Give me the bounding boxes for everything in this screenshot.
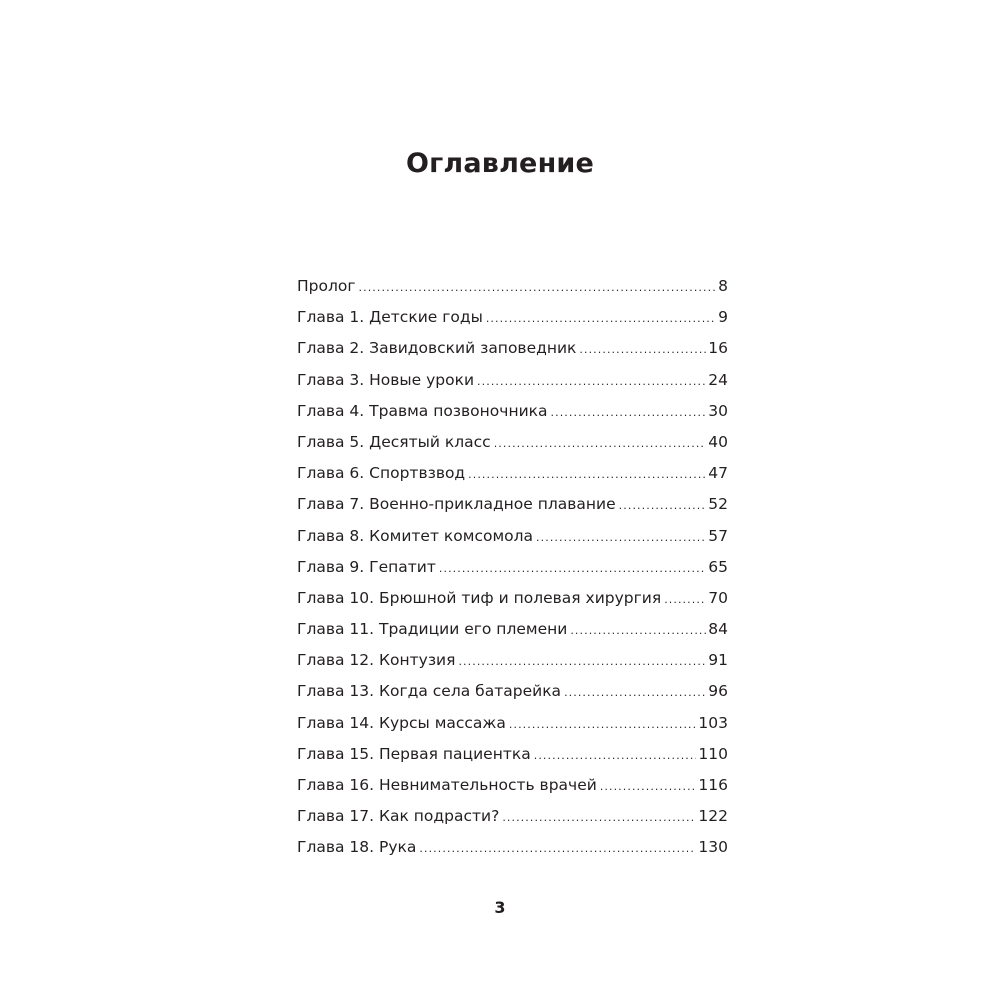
toc-entry[interactable] bbox=[297, 614, 728, 645]
toc-entry-page: 30 bbox=[708, 401, 728, 420]
toc-dot-leader bbox=[536, 521, 706, 553]
toc-dot-leader bbox=[477, 365, 706, 397]
toc-entry-label: Глава 11. Традиции его племени bbox=[297, 620, 568, 639]
toc-dot-leader bbox=[509, 708, 697, 740]
toc-entry-label: Пролог bbox=[297, 277, 356, 295]
toc-entry-label: Глава 2. Завидовский заповедник bbox=[297, 339, 577, 358]
toc-entry-page: 103 bbox=[698, 713, 728, 732]
toc-entry-page: 65 bbox=[708, 557, 728, 576]
toc-entry[interactable] bbox=[297, 832, 728, 863]
toc-entry[interactable] bbox=[297, 521, 728, 552]
toc-entry-label: Глава 8. Комитет комсомола bbox=[297, 526, 534, 545]
toc-entry-label: Глава 9. Гепатит bbox=[297, 557, 436, 576]
toc-entry[interactable] bbox=[297, 708, 728, 739]
toc-dot-leader bbox=[564, 676, 706, 708]
toc-entry-page: 70 bbox=[708, 588, 728, 607]
toc-dot-leader bbox=[600, 770, 697, 802]
toc-entry-label: Глава 15. Первая пациентка bbox=[297, 744, 531, 763]
toc-entry[interactable] bbox=[297, 333, 728, 364]
toc-entry-page: 16 bbox=[708, 339, 728, 358]
toc-entry-label: Глава 17. Как подрасти? bbox=[297, 807, 500, 826]
toc-dot-leader bbox=[419, 832, 696, 864]
toc-dot-leader bbox=[439, 552, 706, 584]
page-number: 3 bbox=[494, 898, 506, 917]
toc-dot-leader bbox=[494, 427, 707, 459]
toc-entry[interactable] bbox=[297, 770, 728, 801]
toc-dot-leader bbox=[458, 645, 706, 677]
toc-dot-leader bbox=[664, 583, 706, 615]
toc-entry[interactable] bbox=[297, 427, 728, 458]
toc-entry-label: Глава 5. Десятый класс bbox=[297, 432, 491, 451]
toc-entry-page: 40 bbox=[708, 432, 728, 451]
toc-entry[interactable] bbox=[297, 458, 728, 489]
table-of-contents bbox=[297, 271, 728, 864]
toc-entry-label: Глава 6. Спортвзвод bbox=[297, 464, 466, 483]
toc-entry-page: 96 bbox=[708, 682, 728, 701]
toc-dot-leader bbox=[502, 801, 696, 833]
toc-entry[interactable] bbox=[297, 396, 728, 427]
toc-entry-label: Глава 10. Брюшной тиф и полевая хирургия bbox=[297, 588, 662, 607]
toc-entry-page: 57 bbox=[708, 526, 728, 545]
toc-entry-label: Глава 18. Рука bbox=[297, 838, 417, 857]
toc-entry-page: 84 bbox=[708, 620, 728, 639]
toc-entry[interactable] bbox=[297, 489, 728, 520]
toc-entry-label: Глава 4. Травма позвоночника bbox=[297, 401, 548, 420]
toc-entry[interactable] bbox=[297, 302, 728, 333]
toc-entry-page: 52 bbox=[708, 495, 728, 514]
toc-entry[interactable] bbox=[297, 552, 728, 583]
toc-entry[interactable] bbox=[297, 801, 728, 832]
toc-entry[interactable] bbox=[297, 739, 728, 770]
toc-entry[interactable] bbox=[297, 271, 728, 302]
toc-dot-leader bbox=[619, 489, 707, 521]
toc-entry-label: Глава 1. Детские годы bbox=[297, 308, 483, 327]
toc-dot-leader bbox=[486, 302, 716, 334]
toc-entry[interactable] bbox=[297, 583, 728, 614]
page-title: Оглавление bbox=[405, 148, 595, 180]
toc-dot-leader bbox=[468, 458, 706, 490]
toc-entry-label: Глава 12. Контузия bbox=[297, 651, 456, 670]
toc-entry-page: 130 bbox=[698, 838, 728, 857]
toc-entry-label: Глава 16. Невнимательность врачей bbox=[297, 776, 597, 794]
toc-entry[interactable] bbox=[297, 676, 728, 707]
toc-dot-leader bbox=[551, 396, 707, 428]
toc-entry-page: 47 bbox=[708, 464, 728, 483]
toc-entry-page: 9 bbox=[718, 308, 728, 327]
toc-dot-leader bbox=[534, 739, 697, 771]
toc-entry-page: 91 bbox=[708, 651, 728, 670]
toc-entry-page: 24 bbox=[708, 370, 728, 389]
toc-entry[interactable] bbox=[297, 645, 728, 676]
toc-dot-leader bbox=[570, 614, 706, 646]
toc-entry-page: 8 bbox=[718, 277, 728, 295]
toc-entry-label: Глава 14. Курсы массажа bbox=[297, 713, 506, 732]
toc-entry-label: Глава 3. Новые уроки bbox=[297, 370, 475, 389]
toc-entry[interactable] bbox=[297, 365, 728, 396]
toc-entry-label: Глава 7. Военно-прикладное плавание bbox=[297, 495, 616, 514]
toc-entry-label: Глава 13. Когда села батарейка bbox=[297, 682, 562, 701]
toc-entry-page: 122 bbox=[698, 807, 728, 826]
toc-entry-page: 110 bbox=[698, 744, 728, 763]
toc-dot-leader bbox=[579, 333, 706, 365]
toc-entry-page: 116 bbox=[698, 776, 728, 794]
toc-dot-leader bbox=[359, 271, 717, 303]
